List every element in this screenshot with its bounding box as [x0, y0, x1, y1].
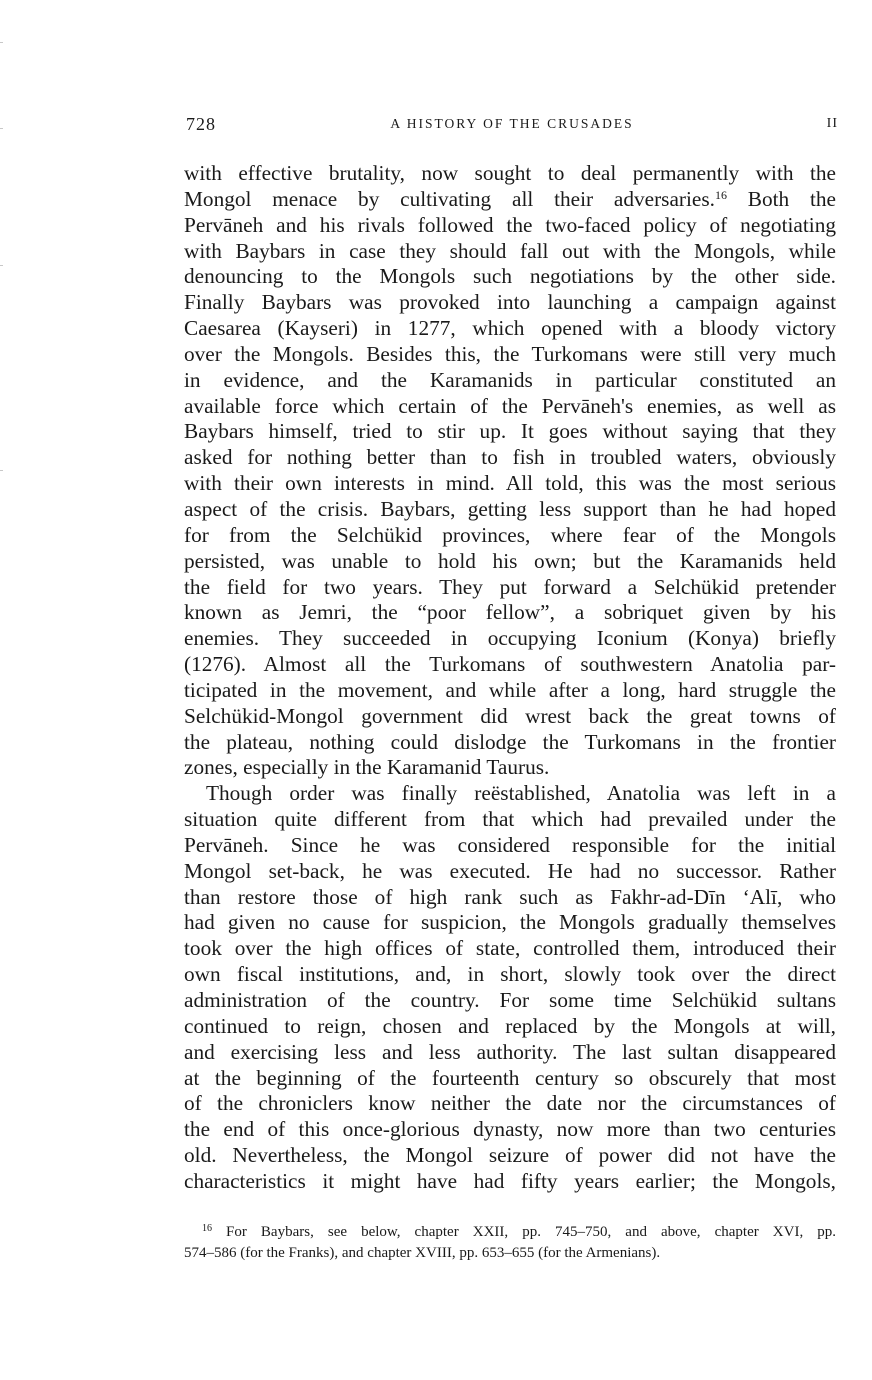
text-line: old. Nevertheless, the Mongol seizure of power did not have the	[184, 1143, 836, 1168]
text-line: took over the high offices of state, controlled them, introduced their	[184, 936, 836, 961]
text-line: administration of the country. For some time Selchükid sultans	[184, 988, 836, 1012]
text-line: ticipated in the movement, and while after a long, hard struggle the	[184, 677, 836, 702]
paragraph-1	[184, 161, 836, 781]
paragraph-2	[184, 781, 836, 1195]
text-line	[184, 187, 836, 213]
text-line: zones, especially in the Karamanid Taurus.	[184, 755, 550, 780]
text-line: with effective brutality, now sought to deal permanently with the	[184, 161, 836, 185]
text-line: the end of this once-glorious dynasty, now more than two centuries	[184, 1117, 836, 1142]
footnote	[184, 1222, 836, 1264]
text-line: aspect of the crisis. Baybars, getting less support than he had hoped	[184, 496, 836, 521]
text-line-segment: Both the	[747, 186, 837, 211]
text-line: available force which certain of the Pervāneh's enemies, as well as	[184, 393, 836, 418]
text-line: over the Mongols. Besides this, the Turkomans were still very much	[184, 341, 836, 366]
body-text	[184, 161, 836, 1195]
running-title: A HISTORY OF THE CRUSADES	[390, 116, 634, 131]
text-line: continued to reign, chosen and replaced by the Mongols at will,	[184, 1013, 836, 1038]
text-line: own fiscal institutions, and, in short, slowly took over the direct	[184, 962, 836, 987]
text-line: than restore those of high rank such as Fakhr-ad-Dīn ‘Alī, who	[184, 884, 836, 909]
text-line: of the chroniclers know neither the date nor the circumstances of	[184, 1091, 836, 1116]
text-line: persisted, was unable to hold his own; but the Karamanids held	[184, 548, 836, 573]
scan-edge-mark	[0, 265, 3, 266]
text-line: with Baybars in case they should fall out with the Mongols, while	[184, 238, 836, 263]
text-line: Pervāneh and his rivals followed the two-faced policy of negotiating	[184, 212, 836, 237]
text-line: known as Jemri, the “poor fellow”, a sobriquet given by his	[184, 600, 836, 625]
text-line: in evidence, and the Karamanids in particular constituted an	[184, 367, 836, 392]
footnote-line: 574–586 (for the Franks), and chapter XVIII, pp. 653–655 (for the Armenians).	[184, 1245, 661, 1261]
volume-number: II	[826, 116, 838, 131]
text-line: and exercising less and less authority. The last sultan disappeared	[184, 1039, 836, 1064]
text-line: denouncing to the Mongols such negotiations by the other side.	[184, 264, 836, 289]
scan-edge-mark	[0, 42, 3, 43]
text-line: Caesarea (Kayseri) in 1277, which opened with a bloody victory	[184, 316, 836, 341]
text-line: characteristics it might have had fifty years earlier; the Mongols,	[184, 1168, 836, 1193]
text-line: with their own interests in mind. All told, this was the most serious	[184, 471, 836, 496]
text-line: Though order was finally reëstablished, Anatolia was left in a	[206, 781, 836, 806]
text-line: Baybars himself, tried to stir up. It goes without saying that they	[184, 419, 836, 444]
text-line: at the beginning of the fourteenth century so obscurely that most	[184, 1065, 836, 1090]
text-line-segment: Mongol menace by cultivating all their adversaries.	[184, 186, 715, 211]
text-line: for from the Selchükid provinces, where fear of the Mongols	[184, 522, 836, 547]
scan-edge-mark	[0, 128, 3, 129]
text-line: asked for nothing better than to fish in troubled waters, obviously	[184, 445, 836, 470]
text-line: the field for two years. They put forward a Selchükid pretender	[184, 574, 836, 599]
text-line: Selchükid-Mongol government did wrest back the great towns of	[184, 703, 836, 728]
footnote-reference: 16	[714, 187, 727, 202]
text-line: the plateau, nothing could dislodge the Turkomans in the frontier	[184, 729, 836, 754]
text-line: situation quite different from that which had prevailed under the	[184, 807, 836, 832]
footnote-text: For Baybars, see below, chapter XXII, pp. 745–750, and above, chapter XVI, pp.	[226, 1224, 836, 1240]
page-number: 728	[186, 114, 216, 134]
footnote-line	[184, 1222, 836, 1243]
text-line: had given no cause for suspicion, the Mongols gradually themselves	[184, 910, 836, 935]
text-line: Finally Baybars was provoked into launching a campaign against	[184, 290, 836, 315]
text-line: enemies. They succeeded in occupying Iconium (Konya) briefly	[184, 626, 836, 651]
text-line: (1276). Almost all the Turkomans of southwestern Anatolia par-	[184, 652, 836, 677]
scan-edge-mark	[0, 470, 3, 471]
text-line: Mongol set-back, he was executed. He had no successor. Rather	[184, 858, 836, 883]
footnote-mark: 16	[202, 1223, 212, 1234]
text-line: Pervāneh. Since he was considered responsible for the initial	[184, 832, 836, 857]
running-header	[186, 114, 838, 138]
